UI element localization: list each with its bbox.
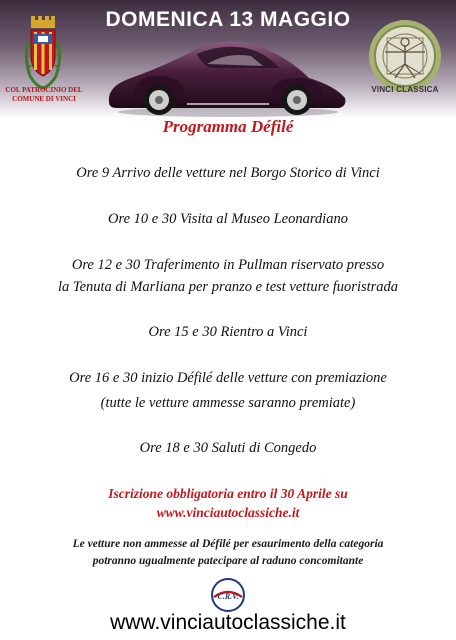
event-date-headline: DOMENICA 13 MAGGIO	[105, 8, 351, 31]
program-line-3: Ore 12 e 30 Traferimento in Pullman riservato presso	[71, 257, 385, 273]
town-crest-icon	[20, 14, 66, 90]
registration-notice: Iscrizione obbligatoria entro il 30 Aprile su	[108, 486, 348, 501]
program-line-5: Ore 15 e 30 Rientro a Vinci	[148, 324, 308, 340]
footer-website[interactable]: www.vinciautoclassiche.it	[110, 611, 346, 634]
program-title: Programma Défilé	[162, 117, 294, 136]
program-line-4: la Tenuta di Marliana per pranzo e test vetture fuoristrada	[57, 279, 399, 295]
vintage-car-icon	[103, 38, 353, 118]
registration-link[interactable]: www.vinciautoclassiche.it	[156, 505, 300, 520]
patronage-line-1: COL PATROCINIO DEL	[5, 86, 83, 94]
program-line-1: Ore 9 Arrivo delle vetture nel Borgo Storico di Vinci	[76, 165, 380, 181]
note-line-2: potranno ugualmente patecipare al raduno concomitante	[92, 555, 364, 567]
club-logo-caption: VINCI CLASSICA	[371, 85, 439, 94]
program-line-7: (tutte le vetture ammesse saranno premiate)	[100, 395, 356, 411]
program-line-2: Ore 10 e 30 Visita al Museo Leonardiano	[108, 211, 348, 227]
patronage-caption	[4, 86, 84, 104]
program-line-6: Ore 16 e 30 inizio Défilé delle vetture con premiazione	[69, 370, 387, 386]
club-badge-icon	[210, 577, 246, 613]
program-line-8: Ore 18 e 30 Saluti di Congedo	[139, 440, 317, 456]
note-line-1: Le vetture non ammesse al Défilé per esaurimento della categoria	[72, 538, 384, 550]
patronage-line-2: COMUNE DI VINCI	[12, 95, 76, 103]
vitruvian-man-logo-icon	[367, 18, 443, 94]
club-badge-text: C.R.V.	[217, 592, 239, 601]
